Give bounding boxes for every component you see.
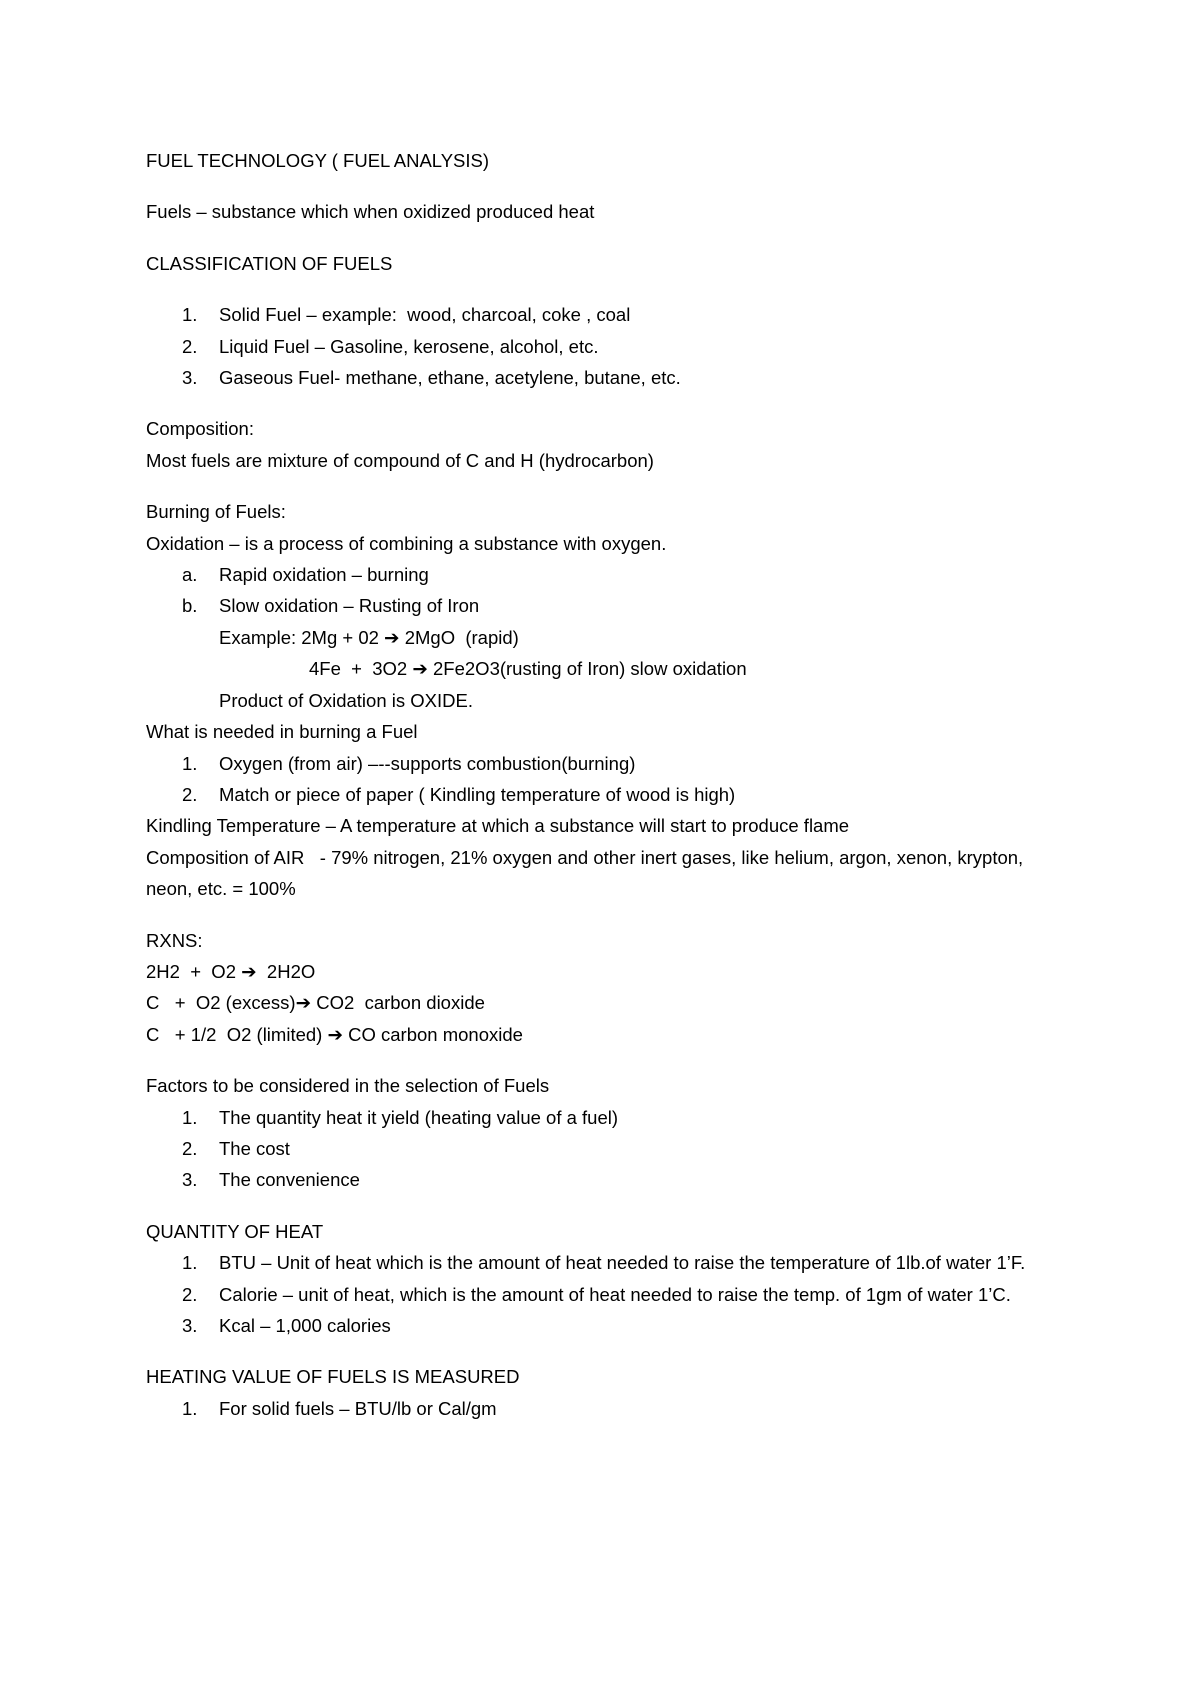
list-item [146, 1279, 1066, 1310]
list-number: 2. [182, 335, 198, 357]
list-text: Solid Fuel – example: wood, charcoal, coke , coal [219, 304, 631, 326]
document-content [146, 145, 1066, 1424]
kindling-definition: Kindling Temperature – A temperature at which a substance will start to produce flame [146, 815, 850, 837]
list-text: Match or piece of paper ( Kindling temperature of wood is high) [219, 783, 736, 805]
composition-text: Most fuels are mixture of compound of C and H (hydrocarbon) [146, 449, 654, 471]
burning-heading: Burning of Fuels: [146, 501, 286, 523]
oxidation-example-2 [146, 653, 1066, 684]
heat-heading: QUANTITY OF HEAT [146, 1220, 324, 1242]
list-text: Kcal – 1,000 calories [219, 1315, 391, 1336]
list-number: 1. [182, 1397, 198, 1419]
equation-right: CO carbon monoxide [342, 1023, 523, 1045]
arrow-icon: ➔ [327, 1023, 343, 1045]
list-number: 1. [182, 1252, 198, 1274]
equation-right: 2H2O [256, 960, 316, 982]
list-item [146, 590, 1066, 621]
classification-list [146, 299, 1066, 393]
list-item [146, 299, 1066, 330]
equation-left: Example: 2Mg + 02 [219, 626, 379, 648]
rxns-heading: RXNS: [146, 929, 203, 951]
list-number: 3. [182, 1315, 198, 1336]
list-item [146, 779, 1066, 810]
list-item [146, 559, 1066, 590]
list-text: Rapid oxidation – burning [219, 564, 429, 586]
list-item [146, 748, 1066, 779]
list-number: 2. [182, 783, 198, 805]
list-item [146, 1247, 1066, 1278]
equation-left: C + 1/2 O2 (limited) [146, 1023, 323, 1045]
arrow-icon: ➔ [384, 626, 400, 648]
list-number: 2. [182, 1283, 198, 1305]
list-number: 1. [182, 752, 198, 774]
classification-heading: CLASSIFICATION OF FUELS [146, 252, 393, 274]
equation-right: 2Fe2O3(rusting of Iron) slow oxidation [433, 658, 747, 680]
list-text: Liquid Fuel – Gasoline, kerosene, alcohol, etc. [219, 335, 599, 357]
list-item [146, 1164, 1066, 1195]
composition-heading: Composition: [146, 418, 254, 440]
arrow-icon: ➔ [241, 960, 257, 982]
reaction-1 [146, 956, 1066, 987]
list-item [146, 1133, 1066, 1164]
list-text: The cost [219, 1137, 290, 1159]
list-text: Slow oxidation – Rusting of Iron [219, 595, 480, 617]
document-title: FUEL TECHNOLOGY ( FUEL ANALYSIS) [146, 150, 490, 171]
list-text: For solid fuels – BTU/lb or Cal/gm [219, 1397, 497, 1419]
reaction-2 [146, 987, 1066, 1018]
equation-left: 4Fe + 3O2 [309, 658, 408, 680]
equation-left: C + O2 (excess) [146, 992, 296, 1014]
equation-right: CO2 carbon dioxide [311, 992, 485, 1014]
list-letter: a. [182, 564, 198, 586]
list-text: BTU – Unit of heat which is the amount of heat needed to raise the temperature of 1lb.of water 1’F. [219, 1252, 1026, 1274]
arrow-icon: ➔ [412, 658, 428, 680]
list-text: Oxygen (from air) –--supports combustion(burning) [219, 752, 636, 774]
oxidation-example [146, 622, 1066, 653]
equation-right: 2MgO (rapid) [399, 626, 519, 648]
list-text: The convenience [219, 1169, 360, 1191]
list-number: 1. [182, 304, 198, 326]
oxidation-definition: Oxidation – is a process of combining a substance with oxygen. [146, 532, 667, 554]
list-text: The quantity heat it yield (heating value of a fuel) [219, 1106, 619, 1128]
needed-heading: What is needed in burning a Fuel [146, 721, 418, 743]
list-item [146, 1102, 1066, 1133]
heating-value-heading: HEATING VALUE OF FUELS IS MEASURED [146, 1366, 520, 1388]
list-item [146, 1310, 1066, 1341]
list-text: Gaseous Fuel- methane, ethane, acetylene, butane, etc. [219, 367, 681, 389]
list-number: 3. [182, 1169, 198, 1191]
fuel-definition: Fuels – substance which when oxidized produced heat [146, 201, 595, 223]
list-number: 2. [182, 1137, 198, 1159]
reaction-3 [146, 1019, 1066, 1050]
list-item [146, 1393, 1066, 1424]
list-item [146, 331, 1066, 362]
list-text: Calorie – unit of heat, which is the amount of heat needed to raise the temp. of 1gm of water 1’C. [219, 1283, 1011, 1305]
list-number: 1. [182, 1106, 198, 1128]
air-composition: Composition of AIR - 79% nitrogen, 21% oxygen and other inert gases, like helium, argon, xenon, krypton, neon, etc. = 100% [146, 846, 1029, 900]
factors-heading: Factors to be considered in the selection of Fuels [146, 1075, 550, 1097]
arrow-icon: ➔ [295, 992, 312, 1014]
list-letter: b. [182, 595, 198, 617]
list-number: 3. [182, 367, 198, 389]
oxidation-product: Product of Oxidation is OXIDE. [219, 689, 473, 711]
list-item [146, 362, 1066, 393]
equation-left: 2H2 + O2 [146, 960, 236, 982]
